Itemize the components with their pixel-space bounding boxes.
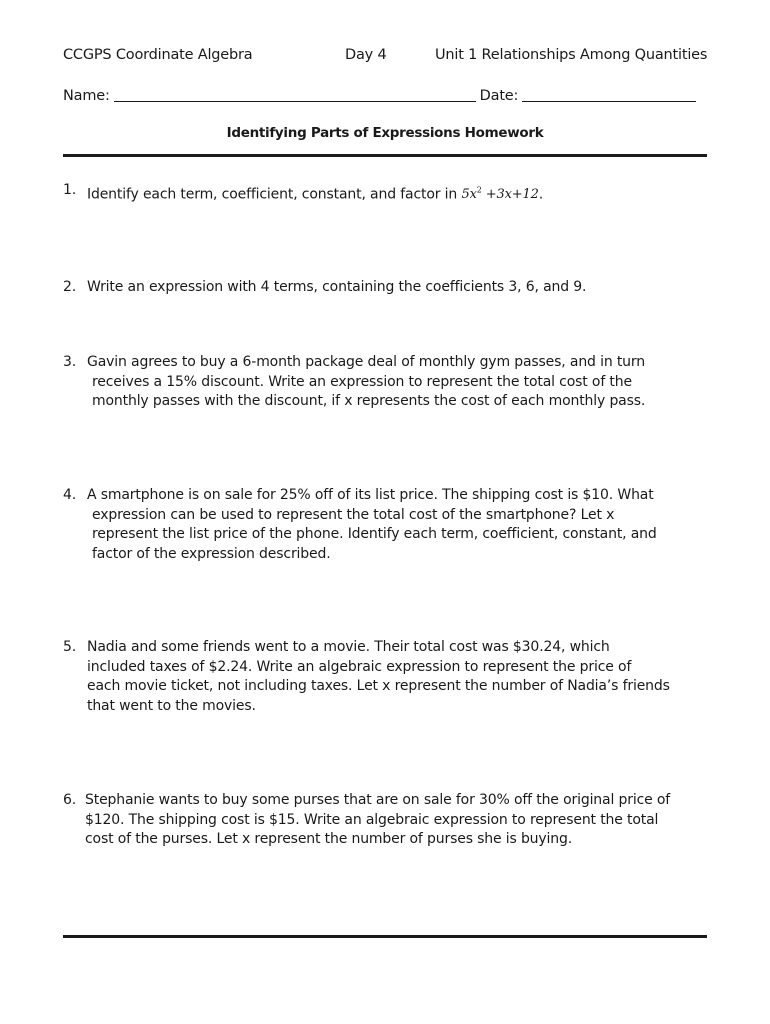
question-text-line: Gavin agrees to buy a 6-month package deal of monthly gym passes, and in turn: [87, 354, 645, 370]
question-number: 5.: [63, 639, 77, 655]
question-2: [63, 278, 713, 298]
question-number: 1.: [63, 182, 77, 198]
question-text-line: each movie ticket, not including taxes. Let x represent the number of Nadia’s friends: [87, 678, 670, 694]
question-6: [63, 791, 713, 850]
name-date-row: [63, 87, 696, 104]
question-text-line: Identify each term, coefficient, constant, and factor in: [87, 186, 458, 203]
top-divider: [63, 154, 707, 157]
day-label: Day 4: [345, 47, 387, 63]
name-blank-line[interactable]: [114, 87, 476, 102]
question-text-line: monthly passes with the discount, if x represents the cost of each monthly pass.: [92, 393, 646, 409]
date-label: Date:: [479, 88, 519, 104]
question-5: [63, 638, 713, 716]
question-number: 4.: [63, 487, 77, 503]
question-1: [63, 181, 713, 205]
expression-rest: +3x+12: [481, 187, 539, 203]
question-text-line: receives a 15% discount. Write an expression to represent the total cost of the: [92, 373, 632, 390]
question-4: [63, 486, 713, 564]
date-blank-line[interactable]: [522, 87, 696, 102]
question-text-line: represent the list price of the phone. Identify each term, coefficient, constant, and: [92, 526, 657, 542]
name-label: Name:: [63, 88, 110, 104]
question-number: 2.: [63, 279, 77, 295]
question-text-line: included taxes of $2.24. Write an algebraic expression to represent the price of: [87, 658, 632, 675]
question-text: Write an expression with 4 terms, containing the coefficients 3, 6, and 9.: [87, 279, 587, 295]
unit-title: Unit 1 Relationships Among Quantities: [435, 47, 708, 63]
expression-base: 5x: [461, 187, 477, 203]
question-text-line: A smartphone is on sale for 25% off of its list price. The shipping cost is $10. What: [87, 487, 654, 503]
page-title: Identifying Parts of Expressions Homework: [226, 125, 544, 141]
question-text: [63, 181, 713, 205]
question-text-line: factor of the expression described.: [92, 545, 331, 562]
question-text-line: $120. The shipping cost is $15. Write an algebraic expression to represent the total: [85, 811, 659, 828]
question-number: 6.: [63, 792, 77, 808]
question-text-line: Stephanie wants to buy some purses that are on sale for 30% off the original price of: [85, 792, 671, 808]
question-3: [63, 353, 713, 412]
bottom-divider: [63, 935, 707, 938]
course-name: CCGPS Coordinate Algebra: [63, 47, 253, 63]
question-number: 3.: [63, 354, 77, 370]
expression-exponent: 2: [476, 186, 482, 195]
question-text-line: expression can be used to represent the total cost of the smartphone? Let x: [92, 506, 615, 523]
math-expression: [461, 187, 538, 202]
question-text-line: cost of the purses. Let x represent the number of purses she is buying.: [85, 831, 573, 847]
question-text-line: Nadia and some friends went to a movie. Their total cost was $30.24, which: [87, 639, 610, 655]
expression-period: .: [538, 186, 544, 203]
question-text-line: that went to the movies.: [87, 697, 256, 714]
